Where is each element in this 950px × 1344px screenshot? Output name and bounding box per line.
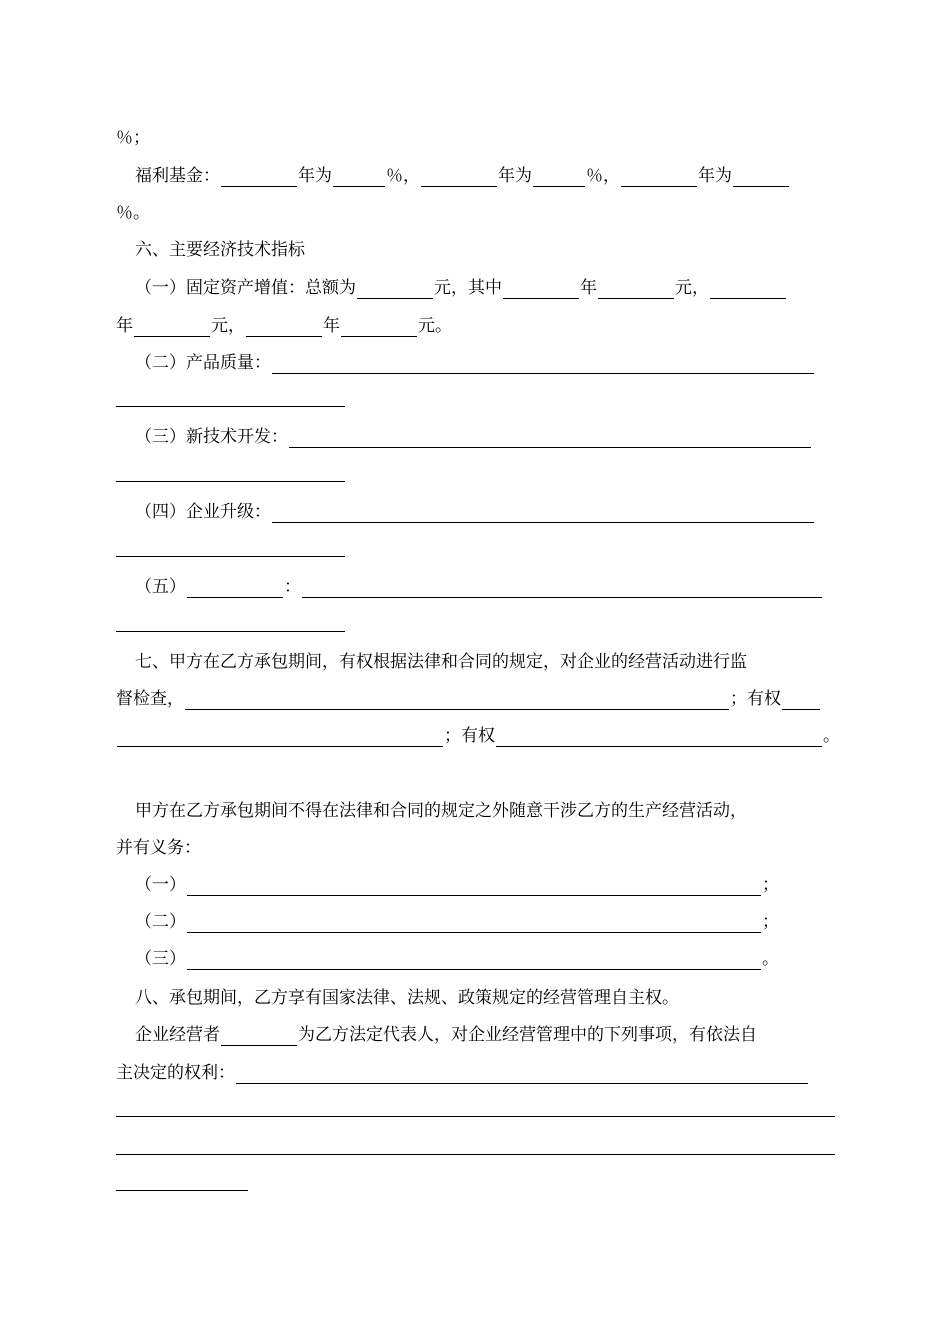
text: 元，其中: [434, 278, 502, 298]
text: 七、甲方在乙方承包期间，有权根据法律和合同的规定，对企业的经营活动进行监: [135, 652, 747, 672]
blank-field[interactable]: [503, 278, 579, 299]
text: 年为: [298, 166, 332, 186]
section-7-line-1: [135, 647, 747, 677]
label: （二）产品质量：: [135, 353, 271, 373]
text: ；有权: [444, 726, 495, 746]
blank-field[interactable]: [246, 316, 322, 337]
blank-field[interactable]: [221, 166, 297, 187]
duty-1-line: [135, 870, 779, 900]
blank-field[interactable]: [187, 577, 283, 598]
rights-line: [116, 1058, 809, 1088]
text: 元。: [418, 316, 452, 336]
text: ％；: [116, 128, 150, 148]
blank-field[interactable]: [357, 278, 433, 299]
new-tech-line: [135, 422, 812, 452]
blank-field[interactable]: [733, 166, 789, 187]
text: 元，: [675, 278, 709, 298]
blank-field[interactable]: [272, 353, 814, 374]
blank-rule[interactable]: [116, 1116, 835, 1117]
blank-field[interactable]: [421, 166, 497, 187]
text: 元，: [211, 316, 245, 336]
text: 并有义务：: [116, 838, 201, 858]
blank-field[interactable]: [710, 278, 786, 299]
text: ；: [762, 912, 779, 932]
label: （一）固定资产增值：总额为: [135, 278, 356, 298]
heading: 六、主要经济技术指标: [135, 240, 305, 260]
blank-rule[interactable]: [116, 1190, 248, 1191]
item-5-line: [135, 572, 823, 602]
text: 甲方在乙方承包期间不得在法律和合同的规定之外随意干涉乙方的生产经营活动，: [135, 801, 747, 821]
text: 。: [823, 726, 840, 746]
label: 福利基金：: [135, 166, 220, 186]
blank-rule[interactable]: [116, 556, 345, 557]
text: ％，: [386, 166, 420, 186]
text: ：: [284, 577, 301, 597]
section-7-line-2: [116, 684, 821, 714]
blank-field[interactable]: [187, 875, 761, 896]
text: 督检查，: [116, 689, 184, 709]
text: 年: [116, 316, 133, 336]
blank-field[interactable]: [289, 427, 811, 448]
blank-field[interactable]: [185, 689, 729, 710]
text: ；: [762, 875, 779, 895]
blank-rule[interactable]: [116, 481, 345, 482]
text: 年: [580, 278, 597, 298]
blank-field[interactable]: [221, 1025, 297, 1046]
text: 。: [762, 949, 779, 969]
section-8-line: [135, 983, 679, 1013]
text: 为乙方法定代表人，对企业经营管理中的下列事项，有依法自: [298, 1025, 757, 1045]
text-line: [116, 198, 150, 228]
label: （一）: [135, 875, 186, 895]
text: 年为: [498, 166, 532, 186]
blank-field[interactable]: [117, 726, 443, 747]
duty-2-line: [135, 907, 779, 937]
blank-rule[interactable]: [116, 406, 345, 407]
blank-field[interactable]: [333, 166, 385, 187]
blank-field[interactable]: [236, 1063, 808, 1084]
blank-field[interactable]: [134, 316, 210, 337]
welfare-fund-line: [135, 161, 790, 191]
paragraph-line-1: [135, 796, 747, 826]
text: ％。: [116, 203, 150, 223]
blank-field[interactable]: [598, 278, 674, 299]
text: 八、承包期间，乙方享有国家法律、法规、政策规定的经营管理自主权。: [135, 988, 679, 1008]
blank-field[interactable]: [621, 166, 697, 187]
text-line: [116, 123, 150, 153]
section-6-heading: [135, 235, 305, 265]
blank-field[interactable]: [187, 912, 761, 933]
section-7-line-3: [116, 721, 840, 751]
upgrade-line: [135, 497, 815, 527]
product-quality-line: [135, 348, 815, 378]
label: 主决定的权利：: [116, 1063, 235, 1083]
label: （二）: [135, 912, 186, 932]
fixed-assets-line-2: [116, 311, 452, 341]
blank-field[interactable]: [782, 689, 820, 710]
text: 企业经营者: [135, 1025, 220, 1045]
paragraph-line-2: [116, 833, 201, 863]
label: （三）新技术开发：: [135, 427, 288, 447]
fixed-assets-line: [135, 273, 787, 303]
manager-line: [135, 1020, 757, 1050]
text: 年: [323, 316, 340, 336]
blank-field[interactable]: [187, 949, 761, 970]
blank-field[interactable]: [533, 166, 585, 187]
label: （五）: [135, 577, 186, 597]
text: ％，: [586, 166, 620, 186]
label: （三）: [135, 949, 186, 969]
blank-field[interactable]: [302, 577, 822, 598]
blank-field[interactable]: [341, 316, 417, 337]
label: （四）企业升级：: [135, 502, 271, 522]
text: ；有权: [730, 689, 781, 709]
text: 年为: [698, 166, 732, 186]
duty-3-line: [135, 944, 779, 974]
blank-field[interactable]: [272, 502, 814, 523]
blank-field[interactable]: [496, 726, 822, 747]
blank-rule[interactable]: [116, 631, 345, 632]
blank-rule[interactable]: [116, 1154, 835, 1155]
